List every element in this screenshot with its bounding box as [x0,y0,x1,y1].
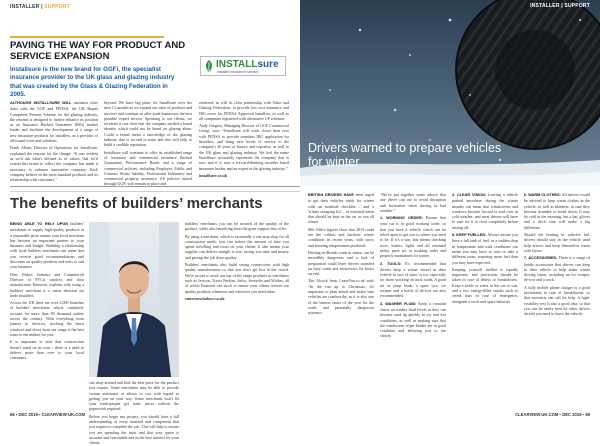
paragraph-text: Leaving a vehicle parked anywhere during the winter months can mean that windscreens and windows become frosted or iced over in cold weather, and most drivers will have to wait for it to clear completely before setting off. [452,192,518,230]
page-folio: CLEARVIEW-UK.COM ▪ DEC 2019 ▪ 69 [515,412,590,417]
feature-title: PAVING THE WAY FOR PRODUCT AND SERVICE EXPANSION [10,40,186,62]
paragraph-text: maintain close links with the GGF and FENSA, the UK Repair Competent Persons Scheme for the glazing industry, the rebrand is designed to further enhance its position as an Insurance Backed Guarantee (IBG) market leader and facilitate the development of a range of new insurance products for installers, as a provider of all-round cover and solutions. [10,100,99,144]
paragraph-lead-in: BEING ABLE TO RELY UPON [10,222,68,226]
paragraph [452,192,518,230]
winter-column-4 [524,192,590,407]
paragraph-text: By using a merchant, which is essentially a one-stop shop for all construction needs, you can reduce the amount of time you spend travelling and focus on your clients. It also means your supplier can deliver straight to site, saving you time and money and getting the job done quicker. [185,233,289,260]
paragraph [380,301,446,339]
paragraph-text: can shop around and find the best price for the product you require. Some merchants may be able to provide certain assistance or advice to you with regard to getting you on your way. Some merchants won't let your tradespeople get trade prices without the paperwork required. [89,380,179,412]
installsure-logo [200,56,286,76]
paragraph-text: Keeping yourself fuelled is equally important, and provisions should be taken in case of delays or breakdowns. Keep a bottle of water in the car or van, and a few energy-filled snacks such as cereal bars in case of emergency, alongside a torch and spare batteries. [452,266,518,304]
paragraph-lead-in: 2. TOOLS: [380,261,402,266]
feature-column-2 [104,100,192,187]
paragraph [10,145,98,182]
paragraph [104,150,192,187]
paragraph [380,192,446,213]
paragraph-text: There is a range of handy accessories that drivers can keep in their vehicle to help make winter driving easier, including an ice scraper, de-icer and a torch. [524,255,591,283]
paragraph [380,261,446,299]
portrait-photo [89,222,179,377]
runhead-section: SUPPORT [44,4,70,10]
paragraph [10,339,84,360]
paragraph [380,215,446,258]
paragraph [185,221,289,232]
paragraph [185,234,289,260]
paragraph [524,285,590,317]
paragraph-lead-in: BRITISH DRIVERS HAVE [308,193,354,197]
paragraph-text: Before you begin any project, you should have a full understanding of every material and component that you require to complete the job. This will help to ensure you are spending the most and that your quote is accurate and reasonable and in the best interest for your clients. [89,413,179,446]
web-address: installsure.co.uk [199,172,227,178]
paragraph-text: builders' merchants you can be assured of the quality of the product, while also benefiting from the great support they offer. [185,221,289,232]
winter-column-2 [380,192,446,407]
paragraph-text: Huw Nisbet, Industry and Commercial Director of PVCu window and door manufacturer Emerson, explains why using a builders' merchant is a smart decision for trade installers. [10,271,84,298]
paragraph-text: “We've put together some advice that any driver can use to avoid disruption and frustration when driving in bad weather.” [380,192,446,213]
paragraph [185,296,289,301]
paragraph-text: Andy Gregory, Managing Director of GGF Commercial Group, says: “Installsure will work closer than ever with FENSA to provide seamless IBG application for installers, and bring new levels of service to the company's 20 years of history and expertise, as well as the UK glass and glazing industry. We feel the name Installsure accurately represents the company that is now and it is now a forward-thinking installer based insurance broker and an expert in the glazing industry.” [199,123,289,171]
paragraph [199,123,289,171]
page-folio: 68 ▪ DEC 2019 ▪ CLEARVIEW-UK.COM [10,412,85,417]
paragraph [89,380,179,412]
paragraph [308,192,374,225]
paragraph-text: It's recommended that drivers keep a winter shovel in their vehicle in case of snow or ice, especially for those working on rural roads. A good set of jump leads, a spare tyre, ice scraper and a bottle of de-icer are also recommended. [380,260,446,299]
paragraph [104,100,192,148]
logo-tagline: installer insurance service [217,70,259,74]
paragraph-lead-in: 1. WORKING ORDER: [380,216,423,221]
paragraph [452,232,518,265]
paragraph [10,272,84,298]
paragraph-text: Should the heating in vehicles fail, drivers should stay in the vehicle until help arrives and keep themselves warm with layers. [524,232,590,253]
logo-wordmark-part1: INSTALL [216,59,258,70]
paragraph [199,100,289,121]
section-rule [10,191,300,192]
paragraph [10,300,84,337]
paragraph-text: Frank Allain, Director of Operations for Installsure, explained the reasons for the change: “It was evident as we'd ask what's defined as of values, that we'd extend this brand to reflect the company has made it necessary to enhance innovative company. Each company believe in the most standard products and its relationship with customers.” [10,145,98,183]
paragraph-lead-in: ALTHOUGH INSTALLSURE WILL [10,101,72,105]
hero-image [300,0,600,186]
paragraph [10,100,98,143]
logo-wordmark-part2: sure [257,59,279,70]
portrait-photo-image [89,222,179,377]
paragraph-text: Driving on British roads in winter can be incredibly dangerous and a lack of preparation could leave drivers stranded on busy roads and motorways for hours on end. [308,249,374,277]
hero-title: Drivers warned to prepare vehicles for winter [308,141,502,169]
runhead-prefix: INSTALLER | [10,4,43,10]
paragraph-text: Tim Alcock from LeaseVan.co.uk said: “In the run up to Christmas, it's important to plan ahead and make sure vehicles are roadworthy, as it is also one of the busiest times of the year for the roads and personally dangerous journeys. [308,278,374,316]
paragraph [185,262,289,294]
paragraph [524,192,590,230]
installsure-leaf-logo-icon [204,60,214,72]
paragraph-text: Builders' merchants also build strong connections with high quality manufacturers so that you don't get lost in the crowd. We're proud to stock our top of the range products in merchants such as Jewson, Travis Perkins, Selco, Screwfix and Wickes, all of which Emerson can stock to ensure your clients receive our quality products whenever and wherever you need them. [185,262,289,294]
paragraph-text: Met Office figures show that 2019 could see the coldest and harshest winter conditions in recent years, with snow and freezing temperatures predicted. [308,226,374,248]
merchants-column-3 [185,221,289,407]
paragraph [524,255,590,282]
paragraph [308,227,374,248]
web-address: emersonwindows.co.uk [185,295,225,301]
paragraph-text: A fully mobile phone charger is a good investment in case of breakdowns, so that motorists can call for help. A high-visibility vest is also a good idea, so that you can be easily seen by other drivers should you need to leave the vehicle. [524,284,590,317]
paragraph-text: It is important to note that construction doesn't stand on its own – there is a need to deliver more than ever to your local customers. [10,339,84,361]
paragraph [524,232,590,253]
feature-column-3 [199,100,289,184]
running-header [10,4,70,10]
paragraph [308,278,374,315]
feature-intro: Installsure is the new brand for GGFi, the specialist insurance provider to the UK glass and glazing industry that was created by the Glass & Glazing Federation in 2005. [10,66,175,99]
running-header: INSTALLER | SUPPORT [530,3,590,9]
paragraph-lead-in: 6. WARM CLOTHES: [524,193,561,197]
merchants-column-2 [89,380,179,446]
paragraph-text: All drivers would be advised to keep warm clothes in the vehicle, as well as blankets, in case they become stranded or break down. It may be cold in the morning, but a hat, gloves and a thick coat will make a big difference. [524,192,591,230]
winter-column-1 [308,192,374,407]
paragraph [452,267,518,304]
paragraph-lead-in: 3. WASHER FLUID: [380,301,417,306]
winter-column-3 [452,192,518,407]
paragraph-text: Installsure will continue to offer its established range of insurance and commercial insurance Backed Guarantees, Performance Bonds and a range of commercial policies, including Employer, Public and Contract Works liability, Professional Indemnity and commercial property insurance. All policies issued through GGFi will remain in place and [104,149,192,187]
paragraph-text: Ensure that your car is in good working order, so that you have a vehicle which can be relied upon to get you to where you need to be. If it's a van, this means checking tyres, brakes, lights and all essential safety parts are in working order and properly maintained for winter. [380,215,447,259]
feature-column-1 [10,100,98,184]
paragraph-lead-in: 7. ACCESSORIES: [524,256,558,261]
paragraph-lead-in: 4. CLEAR VISION: [452,193,487,197]
paragraph-text: Always ensure you have a full tank of fuel, as a sudden drop in temperature and road conditions can mean you may have to wait or take a different route, requiring more fuel than you may have expected. [452,232,518,265]
logo-wordmark [216,59,279,70]
paragraph-text: Across the UK there are over 2,000 branches of builders' merchants, which, combined, account for more than 99 thousand outlets across the country. With everything from joinery to electrics, stocking the latest windows and doors from our range is the best route to the market for you. [10,300,84,337]
right-page [300,0,600,424]
paragraph [89,414,179,446]
paragraph-text: builders' merchants to supply high-quality products at a reasonable price means your local merchant has become an important partner to your business and budget. Building a relationship with local builders merchants can mean that you receive good recommendations and discounts on quality products and tools to suit your business. [10,221,85,270]
paragraph [10,221,84,270]
paragraph-text: Keep a constant check on washer fluid levels as they can become used up quickly in icy and wet conditions, as well as making sure that the windscreen wiper blades are in good condition and allowing you to see clearly. [380,300,447,339]
paragraph-text: rendered, as will its close partnership with Glass and Glazing Federation, to provide low cost insurance and IBG cover for FENSA Approved Installers, as well as all companies registered with alternative CP schemes. [199,100,289,121]
merchants-title: The benefits of builders’ merchants [10,195,263,212]
paragraph [199,173,289,178]
paragraph-lead-in: 5. KEEP FUELLED: [452,233,487,238]
merchants-column-1 [10,221,84,407]
title-accent-bar [10,36,164,38]
paragraph-text: beyond. We have big plans for Installsure over the next 12 months as we expand our suite of products and services and continue to offer trade businesses the best possible expert service. Speaking to our clients, we received it was clear that the company needed a brand identity which could not be based on glazing alone. Could a brand mean a knowledge of the glazing industry that is second to none and this will help to build a credible reputation. [104,100,192,148]
paragraph-text: been urged to get their vehicles ready for winter with an essential checklist – and a 'winter shopping list' – of essential items that should be kept in the car or van all winter. [308,192,374,225]
section-divider [10,186,300,187]
paragraph [308,250,374,276]
